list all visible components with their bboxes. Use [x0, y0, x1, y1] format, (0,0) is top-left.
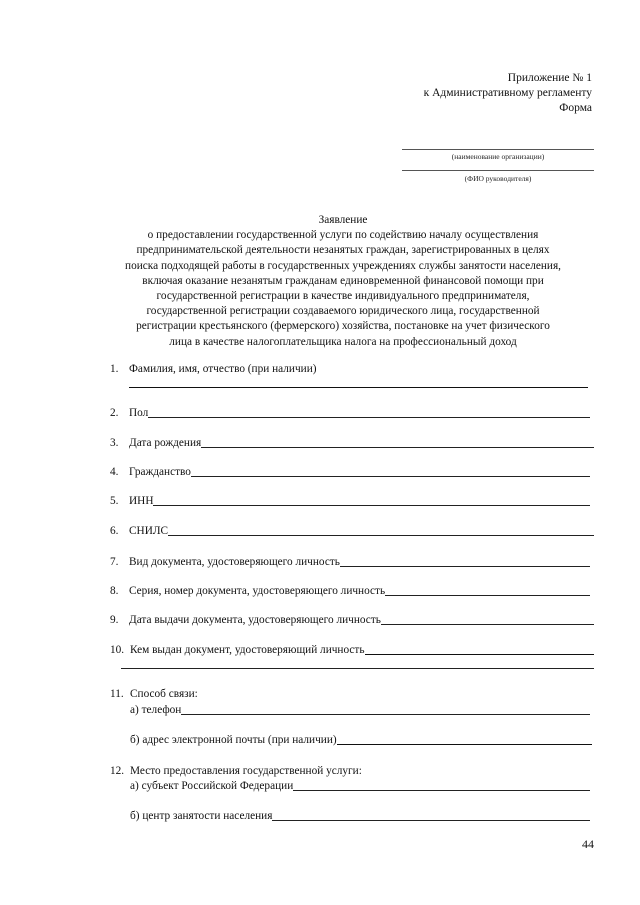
- issued-by-input-line[interactable]: [365, 653, 594, 655]
- title-line: государственной регистрации создаваемого юридического лица, государственной: [146, 305, 540, 318]
- title-heading: Заявление: [318, 214, 368, 226]
- field-document-type: [110, 555, 590, 570]
- field-number: 12.: [110, 765, 125, 777]
- field-snils: [110, 524, 594, 539]
- form-label: Форма: [559, 102, 592, 114]
- title-line: регистрации крестьянского (фермерского) хозяйства, постановке на учет физического: [136, 320, 550, 333]
- email-input-line[interactable]: [337, 743, 592, 745]
- field-number: 3.: [110, 437, 119, 449]
- field-issue-date: [110, 613, 594, 628]
- field-email: [130, 733, 592, 748]
- field-full-name: [110, 362, 590, 377]
- inn-input-line[interactable]: [153, 504, 590, 506]
- field-label: Способ связи:: [130, 688, 198, 700]
- organization-line[interactable]: [402, 149, 594, 150]
- field-number: 6.: [110, 525, 119, 537]
- appendix-number: Приложение № 1: [507, 72, 592, 84]
- field-label: Дата рождения: [129, 437, 202, 449]
- field-number: 5.: [110, 495, 119, 507]
- title-line: предпринимательской деятельности незанятых граждан, зарегистрированных в целях: [136, 244, 550, 257]
- field-label: Фамилия, имя, отчество (при наличии): [129, 363, 317, 375]
- head-name-line[interactable]: [402, 170, 594, 171]
- field-number: 11.: [110, 688, 124, 700]
- field-contact-method: [110, 687, 590, 702]
- field-label: Серия, номер документа, удостоверяющего личность: [129, 585, 386, 597]
- federal-subject-input-line[interactable]: [293, 789, 590, 791]
- field-label: Пол: [129, 407, 149, 419]
- phone-input-line[interactable]: [181, 713, 590, 715]
- application-title: [60, 213, 626, 350]
- citizenship-input-line[interactable]: [191, 475, 590, 477]
- title-line: включая оказание незанятым гражданам единовременной финансовой помощи при: [142, 274, 544, 287]
- field-citizenship: [110, 465, 590, 480]
- field-number: 2.: [110, 407, 119, 419]
- field-federal-subject: [130, 779, 590, 794]
- document-type-input-line[interactable]: [340, 565, 590, 567]
- field-number: 7.: [110, 556, 119, 568]
- title-line: государственной регистрации в качестве индивидуального предпринимателя,: [156, 290, 530, 303]
- field-number: 1.: [110, 363, 119, 375]
- field-number: 8.: [110, 585, 119, 597]
- field-issued-by: [110, 643, 594, 658]
- field-label: а) телефон: [130, 704, 182, 716]
- page-number: 44: [582, 837, 594, 851]
- head-name-caption: (ФИО руководителя): [464, 174, 532, 183]
- field-label: б) адрес электронной почты (при наличии): [130, 734, 337, 746]
- field-employment-center: [130, 809, 590, 824]
- field-label: Дата выдачи документа, удостоверяющего личность: [129, 614, 381, 626]
- field-label: СНИЛС: [129, 525, 169, 537]
- issued-by-input-line-2[interactable]: [121, 668, 594, 669]
- birth-date-input-line[interactable]: [201, 446, 594, 448]
- title-line: поиска подходящей работы в государственных учреждениях службы занятости населения,: [125, 259, 561, 272]
- document-number-input-line[interactable]: [385, 594, 590, 596]
- issue-date-input-line[interactable]: [381, 623, 594, 625]
- field-label: Кем выдан документ, удостоверяющий личность: [130, 644, 365, 656]
- organization-caption: (наименование организации): [451, 152, 545, 161]
- title-line: лица в качестве налогоплательщика налога на профессиональный доход: [169, 335, 517, 348]
- snils-input-line[interactable]: [168, 534, 594, 536]
- field-label: Вид документа, удостоверяющего личность: [129, 556, 340, 568]
- field-birth-date: [110, 436, 594, 451]
- title-line: о предоставлении государственной услуги по содействию началу осуществления: [147, 229, 539, 242]
- field-number: 9.: [110, 614, 119, 626]
- field-number: 10.: [110, 644, 125, 656]
- field-inn: [110, 494, 590, 509]
- field-label: б) центр занятости населения: [130, 810, 273, 822]
- field-phone: [130, 703, 590, 718]
- field-label: Место предоставления государственной услуги:: [130, 765, 362, 777]
- field-label: Гражданство: [129, 466, 191, 478]
- field-gender: [110, 406, 590, 421]
- field-label: а) субъект Российской Федерации: [130, 780, 294, 792]
- field-number: 4.: [110, 466, 119, 478]
- field-service-place: [110, 764, 590, 779]
- field-document-number: [110, 584, 590, 599]
- gender-input-line[interactable]: [148, 416, 590, 418]
- employment-center-input-line[interactable]: [272, 819, 590, 821]
- field-label: ИНН: [129, 495, 154, 507]
- full-name-input-line[interactable]: [129, 387, 588, 388]
- appendix-reference: к Административному регламенту: [423, 87, 592, 99]
